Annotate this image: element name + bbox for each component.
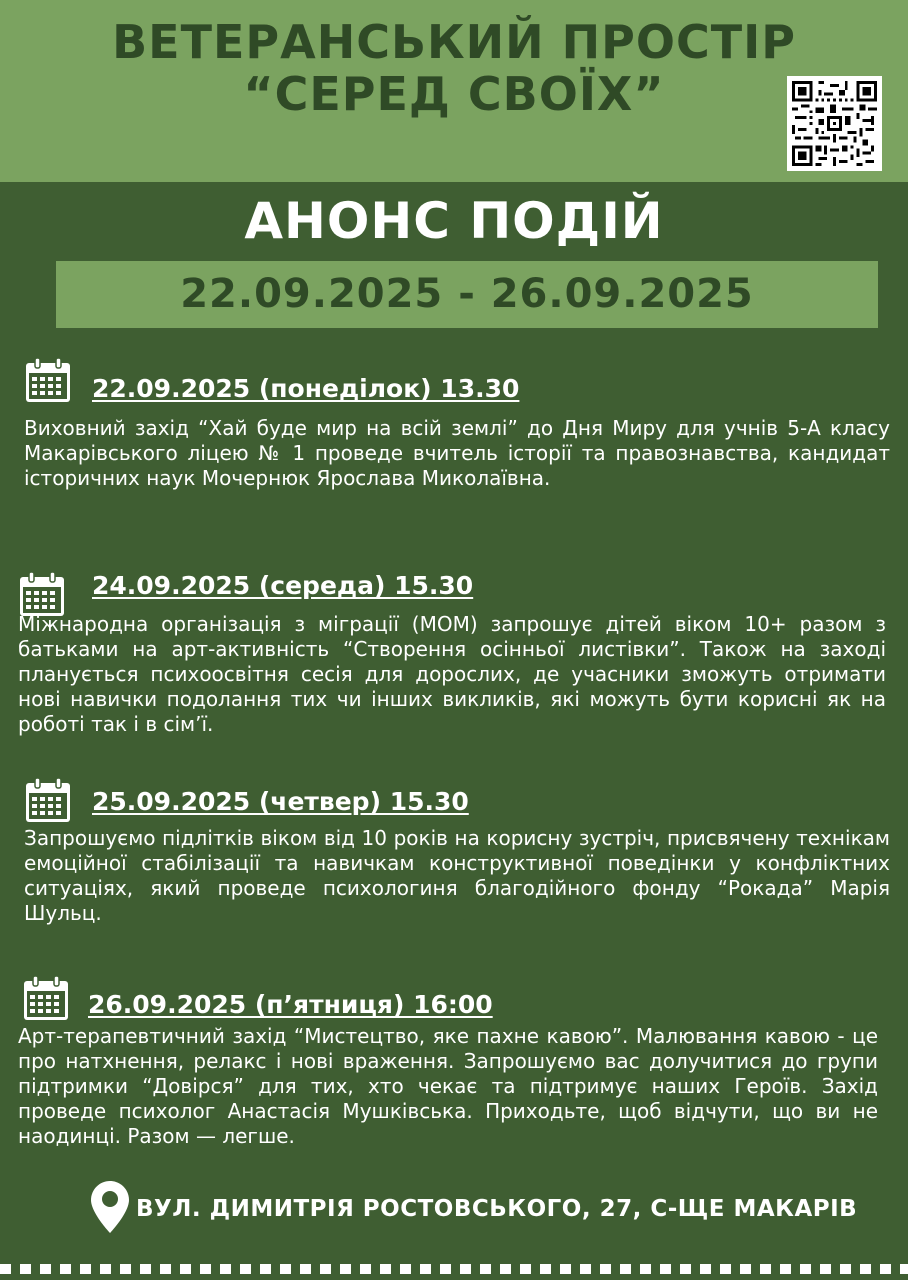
dashed-border: [0, 1264, 908, 1274]
calendar-icon: [24, 776, 72, 824]
event-date: 26.09.2025 (п’ятниця) 16:00: [88, 990, 493, 1019]
announcement-heading: АНОНС ПОДІЙ: [244, 192, 664, 250]
event-item: [18, 570, 886, 750]
organization-title: [0, 16, 908, 120]
calendar-icon: [18, 570, 66, 618]
event-date: 24.09.2025 (середа) 15.30: [92, 571, 474, 600]
date-range-banner: 22.09.2025 - 26.09.2025: [56, 261, 878, 328]
address-block: [90, 1180, 890, 1236]
event-date: 22.09.2025 (понеділок) 13.30: [92, 374, 520, 403]
event-description: Виховний захід “Хай буде мир на всій землі” до Дня Миру для учнів 5-А класу Макарівського ліцею № 1 проведе вчитель історії та правознавства, кандидат історичних наук Мочернюк Ярослава Миколаївна.: [24, 416, 890, 490]
title-line-2: “СЕРЕД СВОЇХ”: [243, 67, 665, 121]
event-item: [24, 356, 890, 526]
calendar-icon: [24, 356, 72, 404]
title-line-1: ВЕТЕРАНСЬКИЙ ПРОСТІР: [112, 15, 796, 69]
calendar-icon: [22, 974, 70, 1022]
qr-code-icon[interactable]: [787, 76, 882, 171]
event-item: [24, 776, 890, 936]
event-description: Арт-терапевтичний захід “Мистецтво, яке пахне кавою”. Малювання кавою - це про натхнення, релакс і нові враження. Запрошуємо вас долучитися до групи підтримки “Довірся” для тих, хто чекає та підтримує наших Героїв. Захід проведе психолог Анастасія Мушківська. Приходьте, щоб відчути, що ви не наодинці. Разом — легше.: [18, 1024, 878, 1148]
event-description: Міжнародна організація з міграції (МОМ) запрошує дітей віком 10+ разом з батьками на арт-активність “Створення осінньої листівки”. Також на заході планується психоосвітня сесія для дорослих, де учасники зможуть отримати нові навички подолання тих чи інших викликів, які можуть бути корисні як на роботі так і в сім’ї.: [18, 612, 886, 736]
event-item: [18, 974, 878, 1174]
location-pin-icon: [90, 1180, 130, 1234]
event-description: Запрошуємо підлітків віком від 10 років на корисну зустріч, присвячену технікам емоційної стабілізації та навичкам конструктивної поведінки у конфліктних ситуаціях, який проведе психологиня благодійного фонду “Рокада” Марія Шульц.: [24, 826, 890, 925]
event-date: 25.09.2025 (четвер) 15.30: [92, 787, 469, 816]
address-text: ВУЛ. ДИМИТРІЯ РОСТОВСЬКОГО, 27, С-ЩЕ МАКАРІВ: [136, 1196, 858, 1222]
